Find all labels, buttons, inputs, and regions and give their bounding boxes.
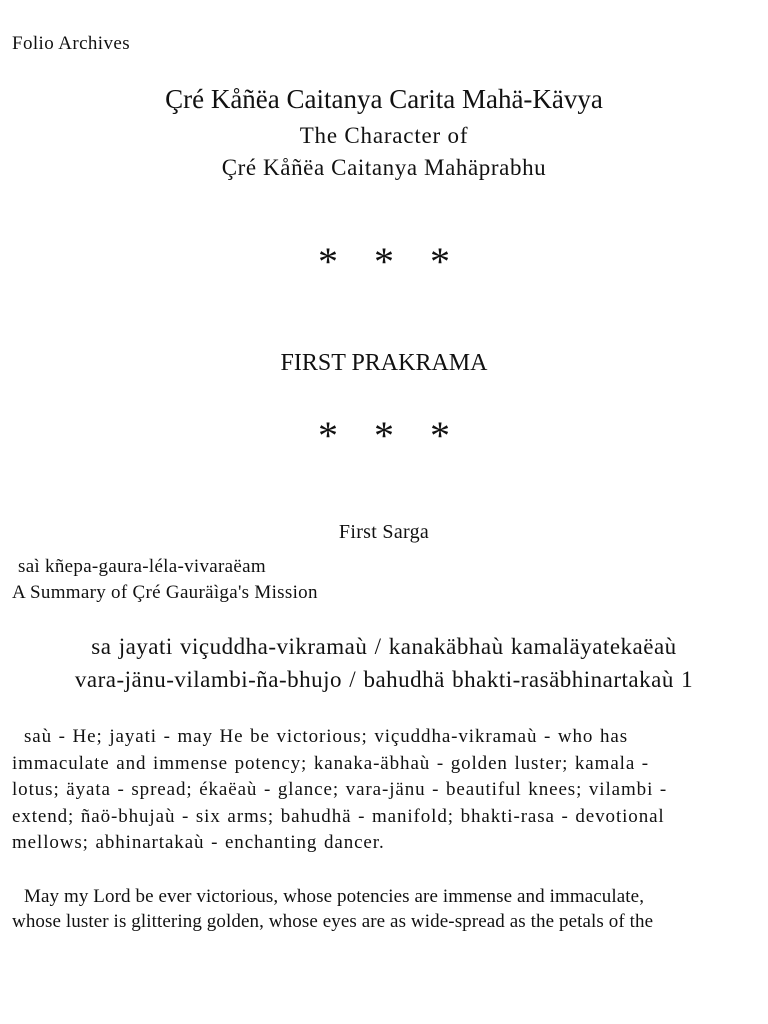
book-subtitle-line2: Çré Kåñëa Caitanya Mahäprabhu xyxy=(221,155,547,180)
gloss-line: extend; ñaö-bhujaù - six arms; bahudhä - manifold; bhakti-rasa - devotional xyxy=(12,805,665,827)
chapter-sanskrit-title: saì kñepa-gaura-léla-vivaraëam xyxy=(18,556,266,577)
prakrama-heading: FIRST PRAKRAMA xyxy=(280,350,488,376)
gloss-line: saù - He; jayati - may He be victorious; viçuddha-vikramaù - who has xyxy=(24,726,628,747)
ornament-stars-top: * * * xyxy=(318,239,450,284)
verse-line-1: sa jayati viçuddha-vikramaù / kanakäbhaù kamaläyatekaëaù xyxy=(91,634,677,659)
publisher-header: Folio Archives xyxy=(12,33,131,54)
word-for-word-gloss xyxy=(12,724,750,857)
gloss-line: immaculate and immense potency; kanaka-äbhaù - golden luster; kamala - xyxy=(12,752,650,774)
gloss-line: lotus; äyata - spread; ékaëaù - glance; vara-jänu - beautiful knees; vilambi - xyxy=(12,779,668,800)
book-subtitle-line1: The Character of xyxy=(299,123,469,148)
translation-line: May my Lord be ever victorious, whose potencies are immense and immaculate, xyxy=(24,886,645,907)
chapter-summary-title: A Summary of Çré Gauräìga's Mission xyxy=(12,582,318,603)
ornament-stars-bottom: * * * xyxy=(318,413,450,458)
verse-line-2: vara-jänu-vilambi-ña-bhujo / bahudhä bhakti-rasäbhinartakaù 1 xyxy=(74,667,694,692)
sarga-heading: First Sarga xyxy=(338,521,430,543)
translation-line: whose luster is glittering golden, whose eyes are as wide-spread as the petals of the xyxy=(12,911,654,932)
verse-translation xyxy=(12,884,752,934)
gloss-line: mellows; abhinartakaù - enchanting dancer. xyxy=(12,832,385,853)
book-title: Çré Kåñëa Caitanya Carita Mahä-Kävya xyxy=(165,84,603,114)
